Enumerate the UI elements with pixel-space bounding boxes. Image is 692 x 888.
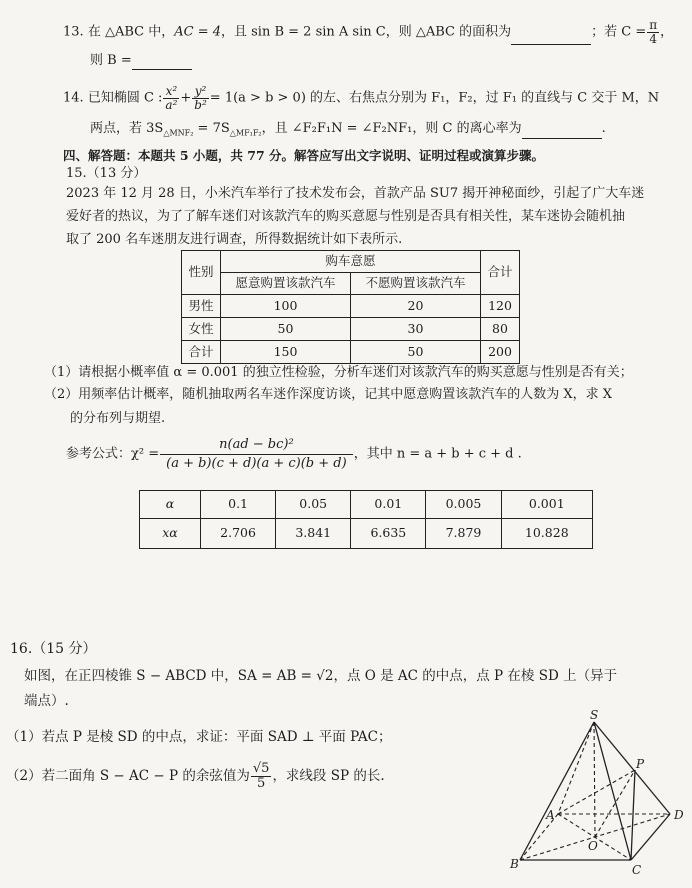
cell-unwilling: 50 (351, 341, 481, 364)
q13-answer-blank-1[interactable] (511, 44, 591, 45)
q14-frac-x-den: a² (165, 97, 178, 112)
table-row (182, 341, 520, 364)
q14-text-l2b: = 7S (193, 121, 230, 136)
th-willing: 愿意购置该款汽车 (221, 273, 351, 295)
q16-frac-num: √5 (252, 761, 270, 776)
th-intent: 购车意愿 (221, 251, 481, 273)
label-D: D (674, 808, 684, 822)
alpha-value: 0.001 (501, 491, 592, 519)
alpha-label: α (140, 491, 201, 519)
alpha-value: 0.1 (201, 491, 276, 519)
table-row (140, 519, 593, 549)
q16-line1: 如图，在正四棱锥 S − ABCD 中，SA = AB = √2，点 O 是 AC 的中点，点 P 在棱 SD 上（异于 (24, 668, 618, 684)
q13-text-a: 在 △ABC 中， (87, 24, 175, 40)
segment-AP-hidden (558, 770, 635, 814)
q14-answer-blank[interactable] (522, 138, 602, 139)
q13-line2 (90, 52, 192, 70)
cell-willing: 150 (221, 341, 351, 364)
x-alpha-label: xα (140, 519, 201, 549)
label-A: A (546, 808, 555, 822)
pyramid-figure (500, 708, 690, 880)
x-alpha-value: 7.879 (426, 519, 501, 549)
q13-text-d: ；若 C = (591, 24, 647, 40)
row-label: 女性 (182, 318, 221, 341)
q14-frac-y-den: b² (194, 97, 207, 112)
q14-line1 (63, 85, 659, 111)
formula-numerator: n(ad − bc)² (160, 436, 353, 455)
q13-fraction (647, 19, 659, 45)
q14-frac-x-num: x² (163, 85, 179, 99)
label-O: O (588, 839, 598, 853)
q14-line2: 两点，若 $3S_{\triangle MNF_2} = 7S_{\triangle MF_1F_2}$，且 ∠F₂F₁N = ∠F₂NF₁，则 C 的离心率为 . (90, 121, 606, 138)
q16-frac-den: 5 (257, 775, 266, 791)
chi-square-fraction (160, 436, 353, 472)
section4-heading: 四、解答题：本题共 5 小题，共 77 分。解答应写出文字说明、证明过程或演算步骤。 (63, 148, 545, 163)
formula-tail: ，其中 n = a + b + c + d . (353, 446, 522, 462)
q14-text-l2a: 两点，若 3S (90, 121, 164, 136)
q13-answer-blank-2[interactable] (132, 69, 192, 70)
q14-text-b: = 1(a > b > 0) 的左、右焦点分别为 F₁，F₂，过 F₁ 的直线与 C 交于 M，N (209, 90, 660, 106)
q15-part2-line2: 的分布列与期望. (70, 411, 166, 426)
q14-text-l2c: ，且 ∠F₂F₁N = ∠F₂NF₁，则 C 的离心率为 (261, 121, 522, 136)
alpha-value: 0.005 (426, 491, 501, 519)
q14-text-a: 已知椭圆 C : (87, 90, 163, 106)
q13-frac-num: π (649, 18, 658, 32)
q14-sub2: △MF₁F₂ (229, 128, 262, 138)
q14-frac-y-num: y² (192, 85, 209, 99)
q14-number: 14. (63, 90, 84, 106)
q13-text-e: ， (660, 24, 674, 40)
q14-frac-y (192, 85, 209, 111)
q15-part2-line1: （2）用频率估计概率，随机抽取两名车迷作深度访谈，记其中愿意购置该款汽车的人数为 X，求 X (44, 387, 613, 402)
q15-header: 15.（13 分） (66, 166, 147, 181)
height-SO-hidden (594, 722, 595, 837)
segment-PC (631, 770, 635, 860)
table-row (182, 295, 520, 318)
row-label: 合计 (182, 341, 221, 364)
label-P: P (636, 757, 645, 771)
q14-plus: + (180, 90, 192, 106)
th-gender: 性别 (182, 251, 221, 295)
alpha-value: 0.05 (276, 491, 351, 519)
edge-CD (631, 814, 670, 860)
q16-part2 (6, 762, 385, 790)
q16-line2: 端点）. (24, 693, 69, 709)
x-alpha-value: 10.828 (501, 519, 592, 549)
q16-part2-text-b: ，求线段 SP 的长. (272, 768, 385, 785)
row-label: 男性 (182, 295, 221, 318)
edge-SB (520, 722, 594, 860)
cell-total: 120 (481, 295, 520, 318)
cell-total: 80 (481, 318, 520, 341)
th-total: 合计 (481, 251, 520, 295)
q15-critical-value-table (139, 490, 593, 549)
th-unwilling: 不愿购置该款汽车 (351, 273, 481, 295)
formula-denominator: (a + b)(c + d)(a + c)(b + d) (166, 455, 347, 471)
q16-part2-text-a: （2）若二面角 S − AC − P 的余弦值为 (6, 768, 250, 785)
cell-total: 200 (481, 341, 520, 364)
x-alpha-value: 2.706 (201, 519, 276, 549)
label-C: C (632, 863, 642, 877)
q16-part1: （1）若点 P 是棱 SD 的中点，求证：平面 SAD ⊥ 平面 PAC； (6, 729, 392, 745)
cell-willing: 50 (221, 318, 351, 341)
q13-line1 (63, 19, 673, 45)
q15-intro-1: 2023 年 12 月 28 日，小米汽车举行了技术发布会，首款产品 SU7 揭开神秘面纱，引起了广大车迷 (66, 186, 645, 201)
q14-sub1: △MNF₂ (163, 128, 194, 138)
q15-part1: （1）请根据小概率值 α = 0.001 的独立性检验，分析车迷们对该款汽车的购买意愿与性别是否有关； (44, 365, 633, 380)
q15-intro-3: 取了 200 名车迷朋友进行调查，所得数据统计如下表所示. (66, 232, 403, 247)
alpha-value: 0.01 (351, 491, 426, 519)
edge-SD (594, 722, 670, 814)
q15-reference-formula (66, 436, 522, 472)
q15-survey-table (181, 250, 520, 364)
q15-intro-2: 爱好者的热议，为了了解车迷们对该款汽车的购买意愿与性别是否具有相关性，某车迷协会随机抽 (66, 209, 626, 224)
table-row (182, 318, 520, 341)
q13-text-line2: 则 B = (90, 53, 132, 68)
q14-frac-x (163, 85, 179, 111)
label-S: S (590, 708, 599, 722)
edge-SC (594, 722, 631, 860)
x-alpha-value: 3.841 (276, 519, 351, 549)
formula-label: 参考公式：χ² = (66, 446, 160, 462)
edge-SA-hidden (558, 722, 594, 814)
q16-header: 16.（15 分） (10, 641, 97, 657)
cell-unwilling: 30 (351, 318, 481, 341)
q13-number: 13. (63, 24, 84, 40)
label-B: B (510, 857, 519, 871)
q13-text-c: ，且 sin B = 2 sin A sin C，则 △ABC 的面积为 (221, 24, 512, 40)
x-alpha-value: 6.635 (351, 519, 426, 549)
table-row (140, 491, 593, 519)
q13-frac-den: 4 (649, 31, 657, 46)
cell-willing: 100 (221, 295, 351, 318)
q13-text-b: AC = 4 (174, 24, 221, 40)
q16-cos-fraction (251, 762, 272, 790)
cell-unwilling: 20 (351, 295, 481, 318)
